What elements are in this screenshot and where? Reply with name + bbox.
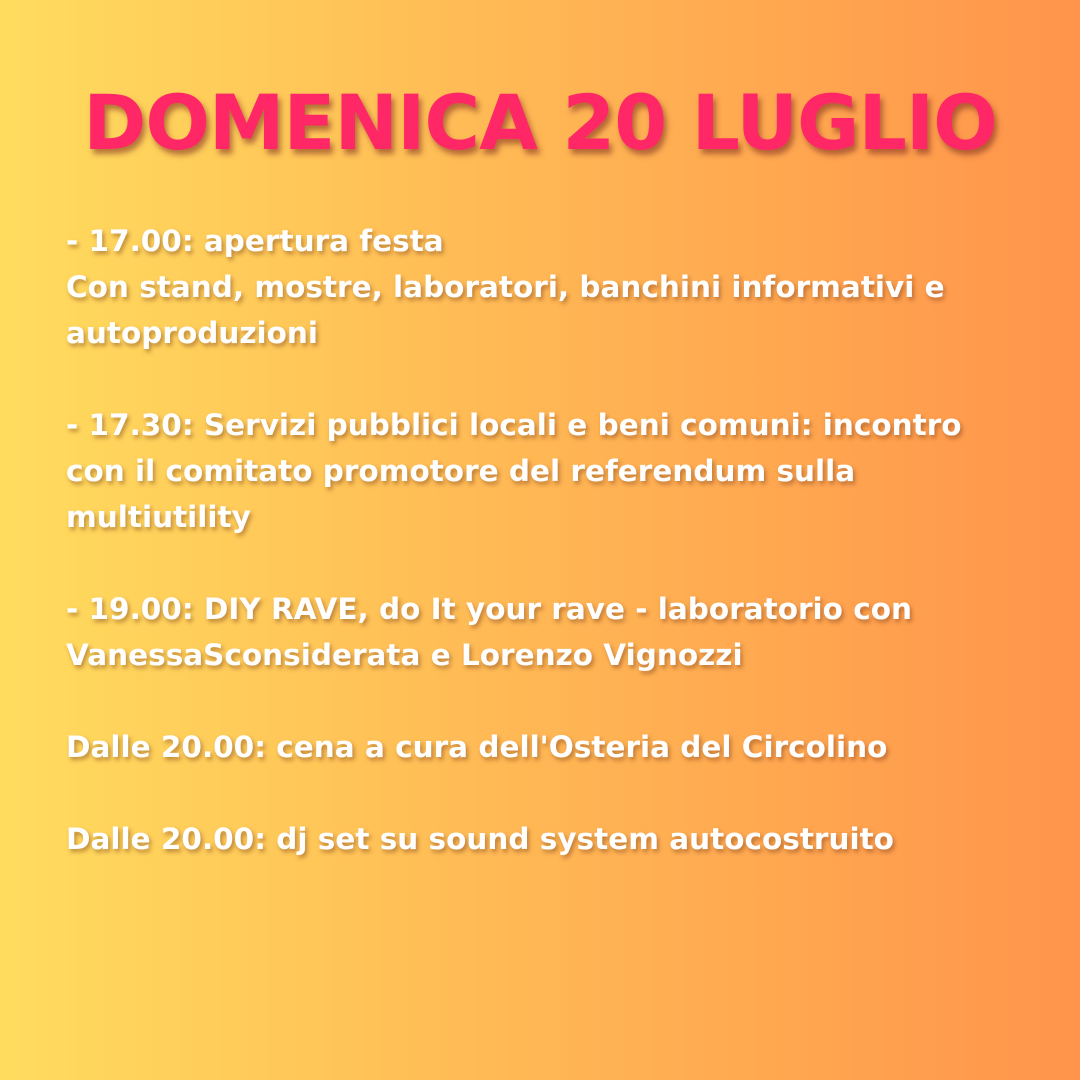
program-item-3 [66, 586, 1026, 678]
program-item-line: VanessaSconsiderata e Lorenzo Vignozzi [66, 638, 743, 672]
program-item-line: Con stand, mostre, laboratori, banchini informativi e [66, 270, 945, 304]
program-item-line: Dalle 20.00: dj set su sound system autocostruito [66, 822, 894, 856]
program-item-2 [66, 402, 1026, 540]
program-item-line: autoproduzioni [66, 316, 318, 350]
program-item-line: - 19.00: DIY RAVE, do It your rave - laboratorio con [66, 592, 912, 626]
program-item-4 [66, 724, 1026, 770]
program-item-line: - 17.00: apertura festa [66, 224, 444, 258]
program-item-line: con il comitato promotore del referendum sulla [66, 454, 856, 488]
program-item-line: multiutility [66, 500, 251, 534]
program-list [66, 218, 1026, 908]
program-item-line: Dalle 20.00: cena a cura dell'Osteria del Circolino [66, 730, 888, 764]
program-item-5 [66, 816, 1026, 862]
poster-title: DOMENICA 20 LUGLIO [83, 78, 997, 167]
program-item-1 [66, 218, 1026, 356]
program-item-line: - 17.30: Servizi pubblici locali e beni comuni: incontro [66, 408, 962, 442]
